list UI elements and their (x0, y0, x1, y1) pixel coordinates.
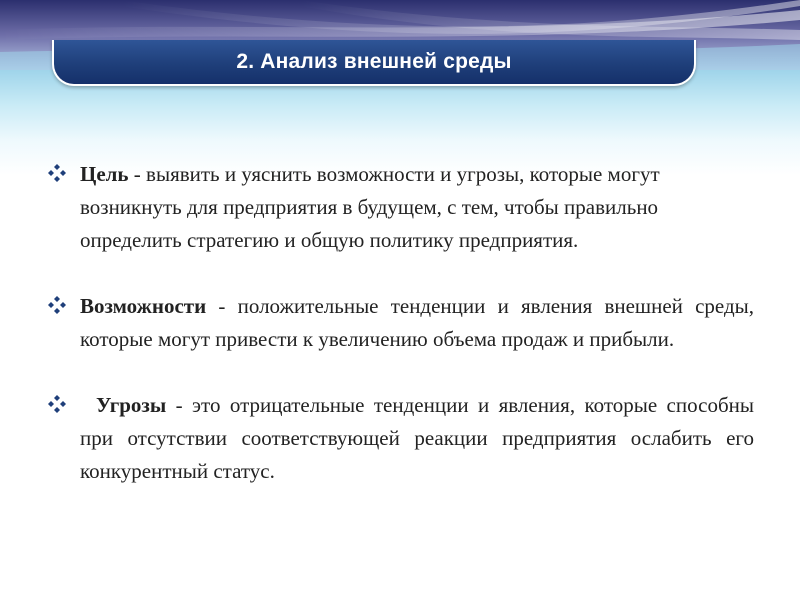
item-term: Угрозы (96, 393, 167, 417)
four-diamond-bullet-icon (48, 164, 66, 182)
item-description: - это отрицательные тенденции и явления, которые способны при отсутствии соответствующей реакции предприятия ослабить его конкурентный статус. (80, 393, 754, 483)
list-item-text (80, 158, 754, 257)
list-item-goal (48, 158, 754, 257)
four-diamond-bullet-icon (48, 296, 66, 314)
item-description: - выявить и уяснить возможности и угрозы, которые могут возникнуть для предприятия в будущем, с тем, чтобы правильно определить стратегию и общую политику предприятия. (80, 162, 660, 252)
list-item-threats (48, 389, 754, 488)
item-description: - положительные тенденции и явления внешней среды, которые могут привести к увеличению объема продаж и прибыли. (80, 294, 754, 351)
list-item-text (80, 389, 754, 488)
content-list (48, 158, 754, 488)
slide-title: 2. Анализ внешней среды (236, 50, 512, 73)
list-item-opportunities (48, 290, 754, 356)
list-item-text (80, 290, 754, 356)
item-term: Цель (80, 162, 129, 186)
title-bar (52, 40, 696, 86)
four-diamond-bullet-icon (48, 395, 66, 413)
item-term: Возможности (80, 294, 207, 318)
